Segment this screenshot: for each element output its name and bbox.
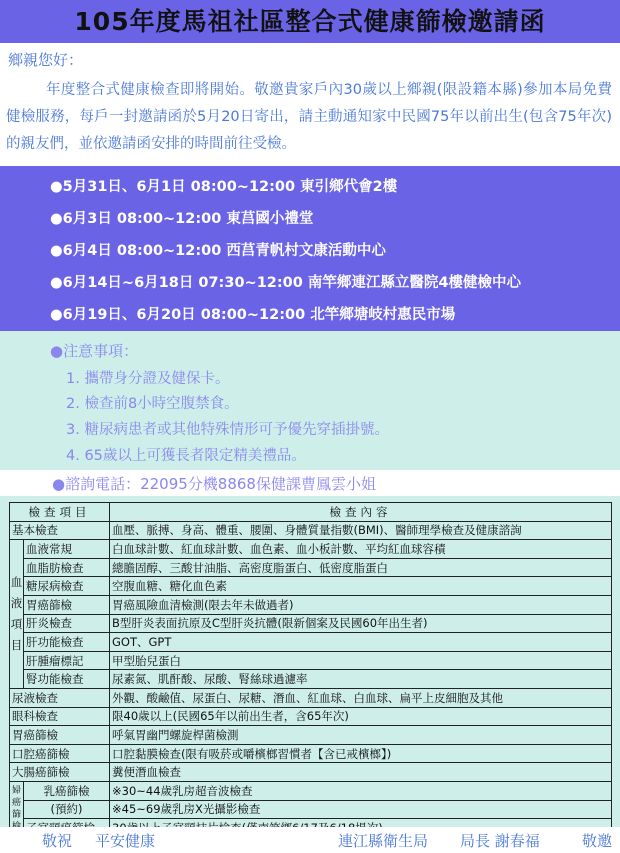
row-item: 胃癌篩檢 xyxy=(10,726,110,745)
table-row xyxy=(10,521,612,540)
row-content: 總膽固醇、三酸甘油脂、高密度脂蛋白、低密度脂蛋白 xyxy=(110,558,612,577)
footer-salute: 敬祝 xyxy=(42,832,73,850)
row-item: 胃癌篩檢 xyxy=(24,595,110,614)
greeting: 鄉親您好： xyxy=(8,51,84,69)
row-item: 眼科檢查 xyxy=(10,707,110,726)
row-item: 血脂肪檢查 xyxy=(24,558,110,577)
row-content: 血壓、脈搏、身高、體重、腰圍、身體質量指數(BMI)、醫師理學檢查及健康諮詢 xyxy=(110,521,612,540)
schedule-item: ●6月14日~6月18日 07:30~12:00 南竿鄉連江縣立醫院4樓健檢中心 xyxy=(50,275,521,291)
row-content: 限40歲以上(民國65年以前出生者，含65年次) xyxy=(110,707,612,726)
row-content: B型肝炎表面抗原及C型肝炎抗體(限新個案及民國60年出生者) xyxy=(110,614,612,633)
note-item: 4. 65歲以上可獲長者限定精美禮品。 xyxy=(66,448,306,464)
blood-group-label: 血液項目 xyxy=(10,540,24,689)
row-content: 空腹血糖、糖化血色素 xyxy=(110,577,612,596)
table-header-row xyxy=(10,503,612,522)
table-row xyxy=(10,707,612,726)
table-row xyxy=(10,800,612,819)
row-content: ※45~69歲乳房X光攝影檢查 xyxy=(110,800,612,819)
table-row xyxy=(10,577,612,596)
footer-org: 連江縣衛生局 xyxy=(338,832,429,850)
table-row xyxy=(10,688,612,707)
row-item: 腎功能檢查 xyxy=(24,670,110,689)
note-item: 3. 糖尿病患者或其他特殊情形可予優先穿插掛號。 xyxy=(66,422,389,438)
schedule-item: ●6月19日、6月20日 08:00~12:00 北竿鄉塘岐村惠民市場 xyxy=(50,307,456,323)
row-item: 肝腫瘤標記 xyxy=(24,651,110,670)
schedule-item: ●6月3日 08:00~12:00 東莒國小禮堂 xyxy=(50,211,314,227)
row-item: 血液常規 xyxy=(24,540,110,559)
women-group-label: 婦癌篩 xyxy=(10,781,24,837)
contact-section xyxy=(0,470,620,496)
intro-paragraph: 年度整合式健康檢查即將開始。敬邀貴家戶內30歲以上鄉親(限設籍本縣)參加本局免費健檢服務，每戶一封邀請函於5月20日寄出，請主動通知家中民國75年以前出生(包含75年次)的親友們，並依邀請函安排的時間前往受檢。 xyxy=(6,82,612,152)
table-row xyxy=(10,540,612,559)
footer-wish: 平安健康 xyxy=(95,832,156,850)
contact-phone: ●諮詢電話：22095分機8868保健課曹鳳雲小姐 xyxy=(52,475,376,493)
row-content: GOT、GPT xyxy=(110,633,612,652)
invitation-title: 105年度馬祖社區整合式健康篩檢邀請函 xyxy=(0,0,620,43)
schedule-item: ●5月31日、6月1日 08:00~12:00 東引鄉代會2樓 xyxy=(50,179,398,195)
note-item: 2. 檢查前8小時空腹禁食。 xyxy=(66,396,239,412)
row-item: 口腔癌篩檢 xyxy=(10,744,110,763)
row-content: 白血球計數、紅血球計數、血色素、血小板計數、平均紅血球容積 xyxy=(110,540,612,559)
schedule-item: ●6月4日 08:00~12:00 西莒青帆村文康活動中心 xyxy=(50,243,386,259)
row-content: 外觀、酸鹼值、尿蛋白、尿糖、潛血、紅血球、白血球、扁平上皮細胞及其他 xyxy=(110,688,612,707)
row-item: 大腸癌篩檢 xyxy=(10,763,110,782)
exam-table xyxy=(9,502,612,838)
table-row xyxy=(10,614,612,633)
row-item: 肝功能檢查 xyxy=(24,633,110,652)
row-item: 乳癌篩檢 xyxy=(24,781,110,800)
table-row xyxy=(10,726,612,745)
row-item: 糖尿病檢查 xyxy=(24,577,110,596)
table-row xyxy=(10,651,612,670)
notes-section xyxy=(0,331,620,470)
table-row xyxy=(10,670,612,689)
row-content: 尿素氮、肌酐酸、尿酸、腎絲球過濾率 xyxy=(110,670,612,689)
row-content: ※30~44歲乳房超音波檢查 xyxy=(110,781,612,800)
row-content: 口腔黏膜檢查(限有吸菸或嚼檳榔習慣者【含已戒檳榔】) xyxy=(110,744,612,763)
row-content: 呼氣胃幽門螺旋桿菌檢測 xyxy=(110,726,612,745)
row-content: 胃癌風險血清檢測(限去年未做過者) xyxy=(110,595,612,614)
row-item: 尿液檢查 xyxy=(10,688,110,707)
notes-heading: ●注意事項： xyxy=(50,342,139,360)
schedule-section xyxy=(0,166,620,331)
footer-chief: 局長 謝春福 xyxy=(460,832,540,850)
row-item: (預約) xyxy=(24,800,110,819)
table-row xyxy=(10,633,612,652)
intro-section xyxy=(0,43,620,166)
footer xyxy=(0,827,620,853)
footer-closing: 敬邀 xyxy=(582,832,613,850)
table-row xyxy=(10,781,612,800)
table-row xyxy=(10,595,612,614)
row-content: 糞便潛血檢查 xyxy=(110,763,612,782)
row-item: 基本檢查 xyxy=(10,521,110,540)
table-row xyxy=(10,744,612,763)
row-content: 甲型胎兒蛋白 xyxy=(110,651,612,670)
table-row xyxy=(10,558,612,577)
row-item: 肝炎檢查 xyxy=(24,614,110,633)
exam-table-section xyxy=(0,496,620,827)
note-item: 1. 攜帶身分證及健保卡。 xyxy=(66,371,230,387)
table-row xyxy=(10,763,612,782)
header-content: 檢查內容 xyxy=(110,503,612,522)
header-item: 檢查項目 xyxy=(10,503,110,522)
